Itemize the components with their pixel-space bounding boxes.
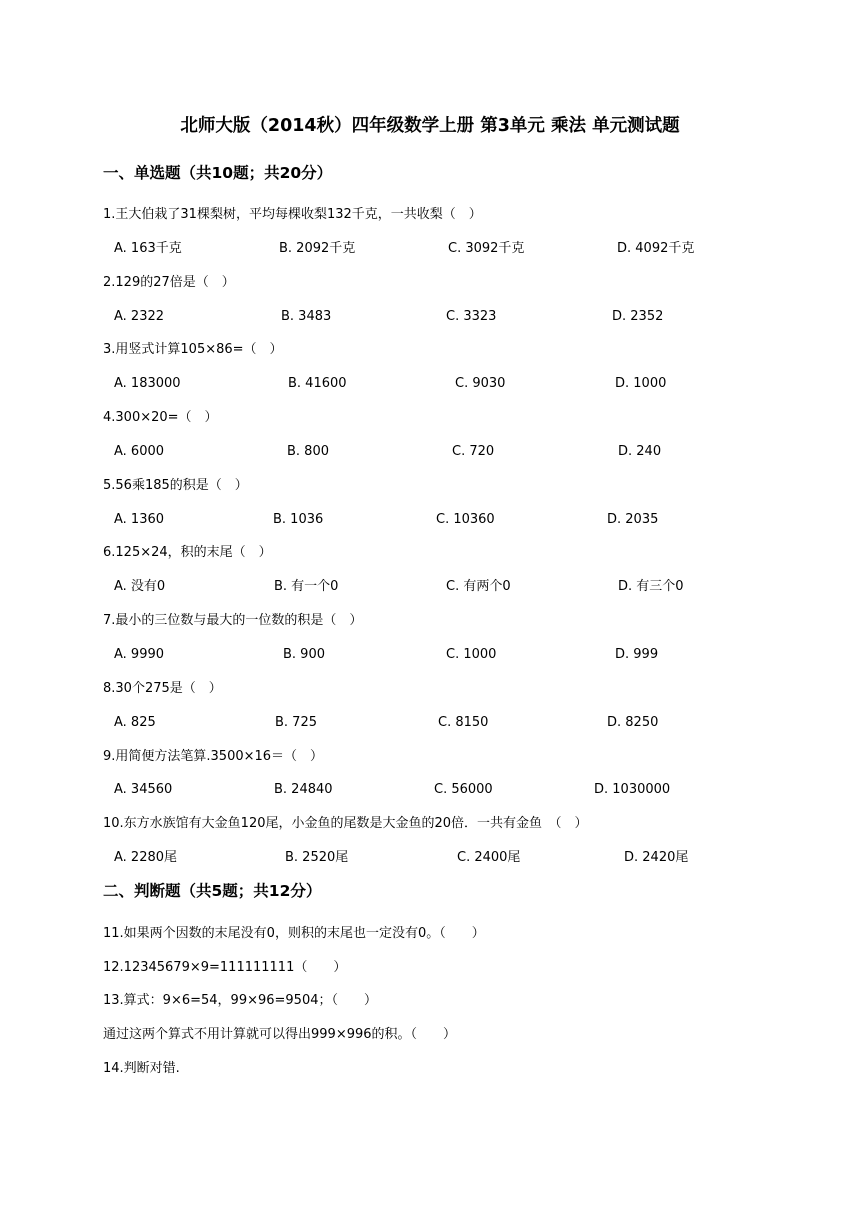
option-b: B. 1036 [273,512,324,527]
option-c: C. 720 [452,444,495,459]
question-2-options [0,308,860,326]
option-a: A. 825 [114,715,156,730]
option-c: C. 3092千克 [448,241,525,256]
option-d: D. 有三个0 [618,579,684,594]
question-9: 9.用简便方法笔算.3500×16＝（ ） [103,749,324,764]
section-heading-true-false: 二、判断题（共5题；共12分） [103,882,322,900]
question-3-options [0,375,860,393]
option-c: C. 8150 [438,715,489,730]
question-10: 10.东方水族馆有大金鱼120尾，小金鱼的尾数是大金鱼的20倍．一共有金鱼 （ ） [103,816,588,831]
question-4: 4.300×20=（ ） [103,410,218,425]
option-d: D. 2352 [612,309,664,324]
option-b: B. 725 [275,715,317,730]
option-c: C. 10360 [436,512,495,527]
option-b: B. 有一个0 [274,579,339,594]
question-5: 5.56乘185的积是（ ） [103,478,248,493]
document-title: 北师大版（2014秋）四年级数学上册 第3单元 乘法 单元测试题 [180,116,680,136]
question-1: 1.王大伯栽了31棵梨树，平均每棵收梨132千克，一共收梨（ ） [103,207,482,222]
question-7-options [0,646,860,664]
option-d: D. 8250 [607,715,659,730]
question-9-options [0,781,860,799]
option-d: D. 4092千克 [617,241,695,256]
option-b: B. 41600 [288,376,347,391]
question-11: 11.如果两个因数的末尾没有0，则积的末尾也一定没有0。（ ） [103,926,485,941]
option-b: B. 900 [283,647,325,662]
question-5-options [0,511,860,529]
option-d: D. 2035 [607,512,659,527]
option-b: B. 3483 [281,309,332,324]
option-a: A. 9990 [114,647,165,662]
option-a: A. 2280尾 [114,850,178,865]
question-10-options [0,849,860,867]
option-b: B. 2092千克 [279,241,356,256]
question-13: 13.算式：9×6=54，99×96=9504；（ ） [103,993,377,1008]
question-8-options [0,714,860,732]
question-6: 6.125×24，积的末尾（ ） [103,545,272,560]
question-8: 8.30个275是（ ） [103,681,222,696]
option-c: C. 56000 [434,782,493,797]
question-4-options [0,443,860,461]
question-6-options [0,578,860,596]
question-2: 2.129的27倍是（ ） [103,275,235,290]
option-a: A. 183000 [114,376,181,391]
option-a: A. 2322 [114,309,165,324]
option-a: A. 6000 [114,444,165,459]
question-14: 14.判断对错. [103,1061,180,1076]
option-c: C. 9030 [455,376,506,391]
question-1-options [0,240,860,258]
question-13-continuation: 通过这两个算式不用计算就可以得出999×996的积。（ ） [103,1027,457,1042]
option-c: C. 3323 [446,309,497,324]
option-a: A. 1360 [114,512,165,527]
section-heading-single-choice: 一、单选题（共10题；共20分） [103,164,333,182]
option-d: D. 1030000 [594,782,671,797]
option-c: C. 有两个0 [446,579,511,594]
option-a: A. 没有0 [114,579,166,594]
option-c: C. 2400尾 [457,850,521,865]
option-d: D. 999 [615,647,659,662]
option-a: A. 163千克 [114,241,182,256]
option-a: A. 34560 [114,782,173,797]
option-b: B. 24840 [274,782,333,797]
option-c: C. 1000 [446,647,497,662]
option-d: D. 2420尾 [624,850,689,865]
option-b: B. 800 [287,444,329,459]
option-b: B. 2520尾 [285,850,349,865]
question-7: 7.最小的三位数与最大的一位数的积是（ ） [103,613,363,628]
question-12: 12.12345679×9=111111111（ ） [103,960,347,975]
question-3: 3.用竖式计算105×86=（ ） [103,342,283,357]
option-d: D. 1000 [615,376,667,391]
option-d: D. 240 [618,444,662,459]
